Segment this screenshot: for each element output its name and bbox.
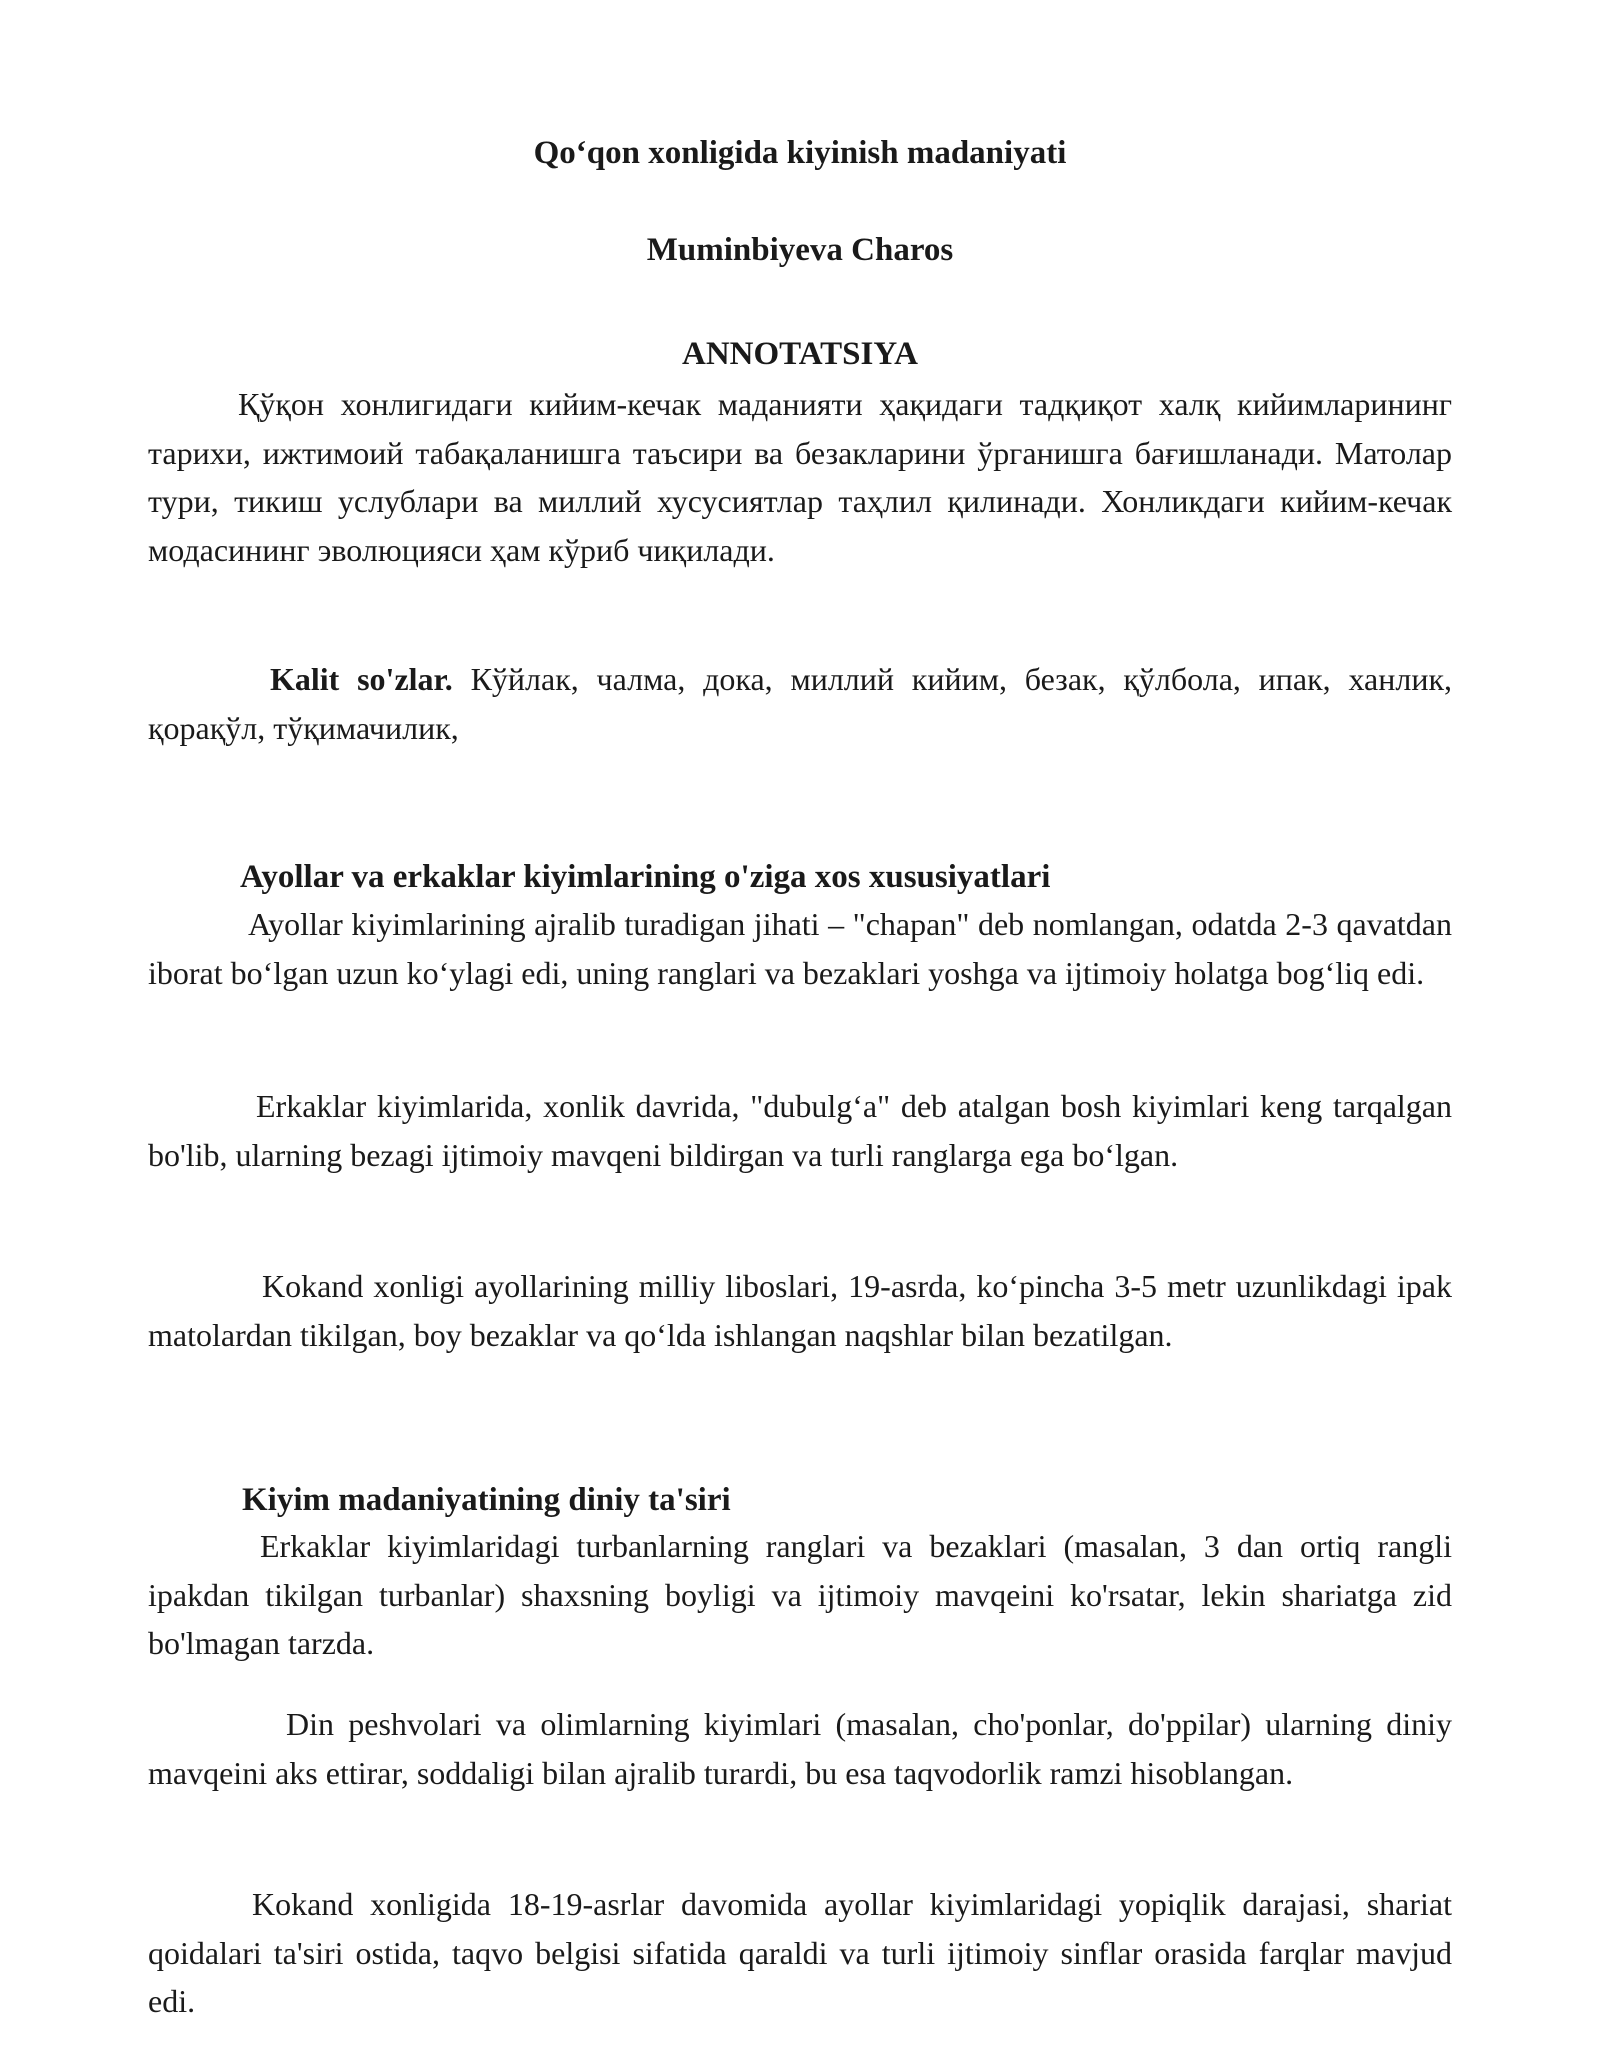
paragraph: Erkaklar kiyimlarida, xonlik davrida, "dubulg‘a" deb atalgan bosh kiyimlari keng tarqalgan bo'lib, ularning bezagi ijtimoiy mavqeni bildirgan va turli ranglarga ega bo‘lgan. [148, 1088, 1452, 1173]
paragraph: Ayollar kiyimlarining ajralib turadigan jihati – "chapan" deb nomlangan, odatda 2-3 qavatdan iborat bo‘lgan uzun ko‘ylagi edi, uning ranglari va bezaklari yoshga va ijtimoiy holatga bog‘liq edi. [148, 906, 1452, 991]
keywords-paragraph [148, 655, 1452, 752]
paragraph: Din peshvolari va olimlarning kiyimlari (masalan, cho'ponlar, do'ppilar) ularning diniy mavqeini aks ettirar, soddaligi bilan ajralib turardi, bu esa taqvodorlik ramzi hisoblangan. [148, 1706, 1452, 1791]
paragraph: Erkaklar kiyimlaridagi turbanlarning ranglari va bezaklari (masalan, 3 dan ortiq rangli ipakdan tikilgan turbanlar) shaxsning boyligi va ijtimoiy mavqeini ko'rsatar, lekin shariatga zid bo'lmagan tarzda. [148, 1528, 1452, 1661]
keywords-label: Kalit so'zlar. [270, 661, 453, 697]
paragraph: Kokand xonligida 18-19-asrlar davomida ayollar kiyimlaridagi yopiqlik darajasi, shariat qoidalari ta'siri ostida, taqvo belgisi sifatida qaraldi va turli ijtimoiy sinflar orasida farqlar mavjud edi. [148, 1886, 1452, 2019]
document-title: Qo‘qon xonligida kiyinish madaniyati [533, 135, 1067, 171]
keywords-text: Кўйлак, чалма, дока, миллий кийим, безак, қўлбола, ипак, ханлик, қорақўл, тўқимачилик, [148, 661, 1453, 746]
annotation-heading: ANNOTATSIYA [682, 336, 918, 372]
section-heading-clothing-features: Ayollar va erkaklar kiyimlarining o'ziga xos xususiyatlari [240, 859, 1051, 895]
section-heading-religious-influence: Kiyim madaniyatining diniy ta'siri [242, 1482, 731, 1518]
paragraph: Kokand xonligi ayollarining milliy liboslari, 19-asrda, ko‘pincha 3-5 metr uzunlikdagi ipak matolardan tikilgan, boy bezaklar va qo‘lda ishlangan naqshlar bilan bezatilgan. [148, 1268, 1452, 1353]
annotation-text: Қўқон хонлигидаги кийим-кечак маданияти ҳақидаги тадқиқот халқ кийимларининг тарихи, ижтимоий табақаланишга таъсири ва безакларини ўрганишга бағишланади. Матолар тури, тикиш услублари ва миллий хусусиятлар таҳлил қилинади. Хонликдаги кийим-кечак модасининг эволюцияси ҳам кўриб чиқилади. [148, 386, 1452, 568]
author-name: Muminbiyeva Charos [646, 232, 954, 268]
